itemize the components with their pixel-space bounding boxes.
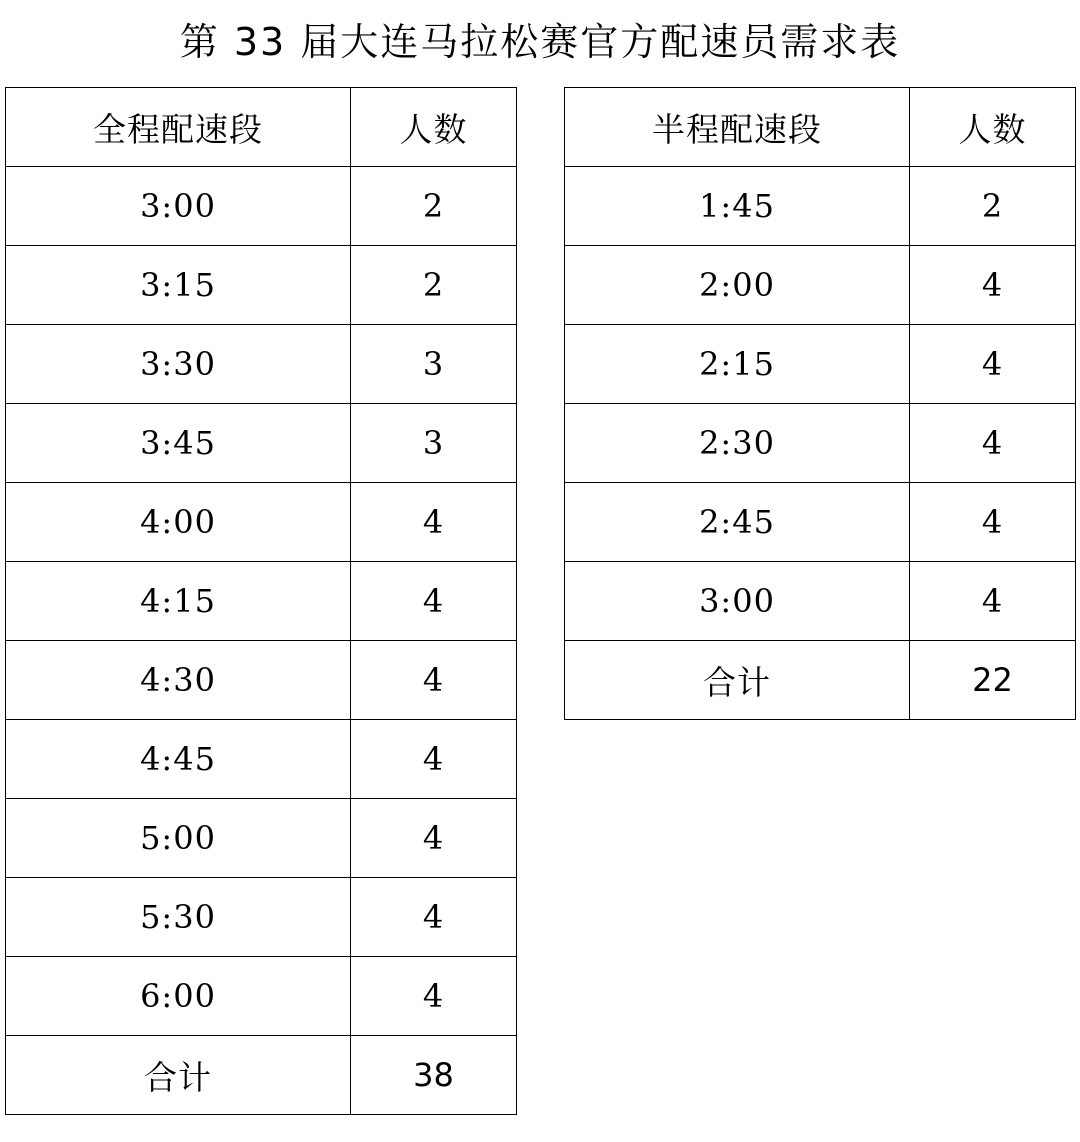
header-pace: 半程配速段 bbox=[565, 88, 910, 167]
count-cell: 3 bbox=[351, 325, 517, 404]
count-cell: 4 bbox=[351, 641, 517, 720]
table-row bbox=[6, 957, 517, 1036]
full-marathon-rows bbox=[6, 167, 517, 1036]
table-row bbox=[565, 167, 1076, 246]
pace-cell: 2:30 bbox=[565, 404, 910, 483]
full-marathon-table bbox=[5, 87, 517, 1115]
count-cell: 4 bbox=[351, 957, 517, 1036]
table-row bbox=[6, 641, 517, 720]
half-marathon-rows bbox=[565, 167, 1076, 641]
count-cell: 4 bbox=[351, 799, 517, 878]
pace-cell: 3:00 bbox=[6, 167, 351, 246]
header-pace: 全程配速段 bbox=[6, 88, 351, 167]
count-cell: 4 bbox=[910, 404, 1076, 483]
table-row bbox=[6, 246, 517, 325]
total-value: 22 bbox=[910, 641, 1076, 720]
pace-cell: 4:45 bbox=[6, 720, 351, 799]
pace-cell: 4:00 bbox=[6, 483, 351, 562]
count-cell: 4 bbox=[351, 720, 517, 799]
pace-cell: 6:00 bbox=[6, 957, 351, 1036]
table-row bbox=[565, 562, 1076, 641]
count-cell: 4 bbox=[910, 483, 1076, 562]
table-row bbox=[6, 167, 517, 246]
count-cell: 4 bbox=[910, 325, 1076, 404]
pace-cell: 3:00 bbox=[565, 562, 910, 641]
table-header-row bbox=[565, 88, 1076, 167]
header-count: 人数 bbox=[351, 88, 517, 167]
count-cell: 4 bbox=[910, 562, 1076, 641]
half-marathon-table bbox=[564, 87, 1076, 720]
table-row bbox=[565, 404, 1076, 483]
pace-cell: 3:45 bbox=[6, 404, 351, 483]
total-label: 合计 bbox=[6, 1036, 351, 1115]
pace-cell: 2:45 bbox=[565, 483, 910, 562]
count-cell: 4 bbox=[351, 562, 517, 641]
table-row bbox=[6, 404, 517, 483]
table-row bbox=[6, 483, 517, 562]
count-cell: 3 bbox=[351, 404, 517, 483]
total-label: 合计 bbox=[565, 641, 910, 720]
pace-cell: 3:15 bbox=[6, 246, 351, 325]
table-row bbox=[6, 325, 517, 404]
pace-cell: 5:30 bbox=[6, 878, 351, 957]
count-cell: 4 bbox=[351, 878, 517, 957]
table-row bbox=[565, 483, 1076, 562]
pace-cell: 4:15 bbox=[6, 562, 351, 641]
pace-cell: 3:30 bbox=[6, 325, 351, 404]
pace-cell: 2:15 bbox=[565, 325, 910, 404]
table-row bbox=[6, 799, 517, 878]
table-row bbox=[565, 246, 1076, 325]
table-header-row bbox=[6, 88, 517, 167]
total-row bbox=[6, 1036, 517, 1115]
table-row bbox=[6, 562, 517, 641]
pace-cell: 2:00 bbox=[565, 246, 910, 325]
total-row bbox=[565, 641, 1076, 720]
table-row bbox=[6, 720, 517, 799]
count-cell: 4 bbox=[910, 246, 1076, 325]
count-cell: 2 bbox=[351, 167, 517, 246]
pace-cell: 5:00 bbox=[6, 799, 351, 878]
table-row bbox=[565, 325, 1076, 404]
count-cell: 2 bbox=[351, 246, 517, 325]
table-row bbox=[6, 878, 517, 957]
count-cell: 4 bbox=[351, 483, 517, 562]
count-cell: 2 bbox=[910, 167, 1076, 246]
page-title: 第 33 届大连马拉松赛官方配速员需求表 bbox=[179, 20, 901, 64]
pace-cell: 1:45 bbox=[565, 167, 910, 246]
total-value: 38 bbox=[351, 1036, 517, 1115]
header-count: 人数 bbox=[910, 88, 1076, 167]
pace-cell: 4:30 bbox=[6, 641, 351, 720]
